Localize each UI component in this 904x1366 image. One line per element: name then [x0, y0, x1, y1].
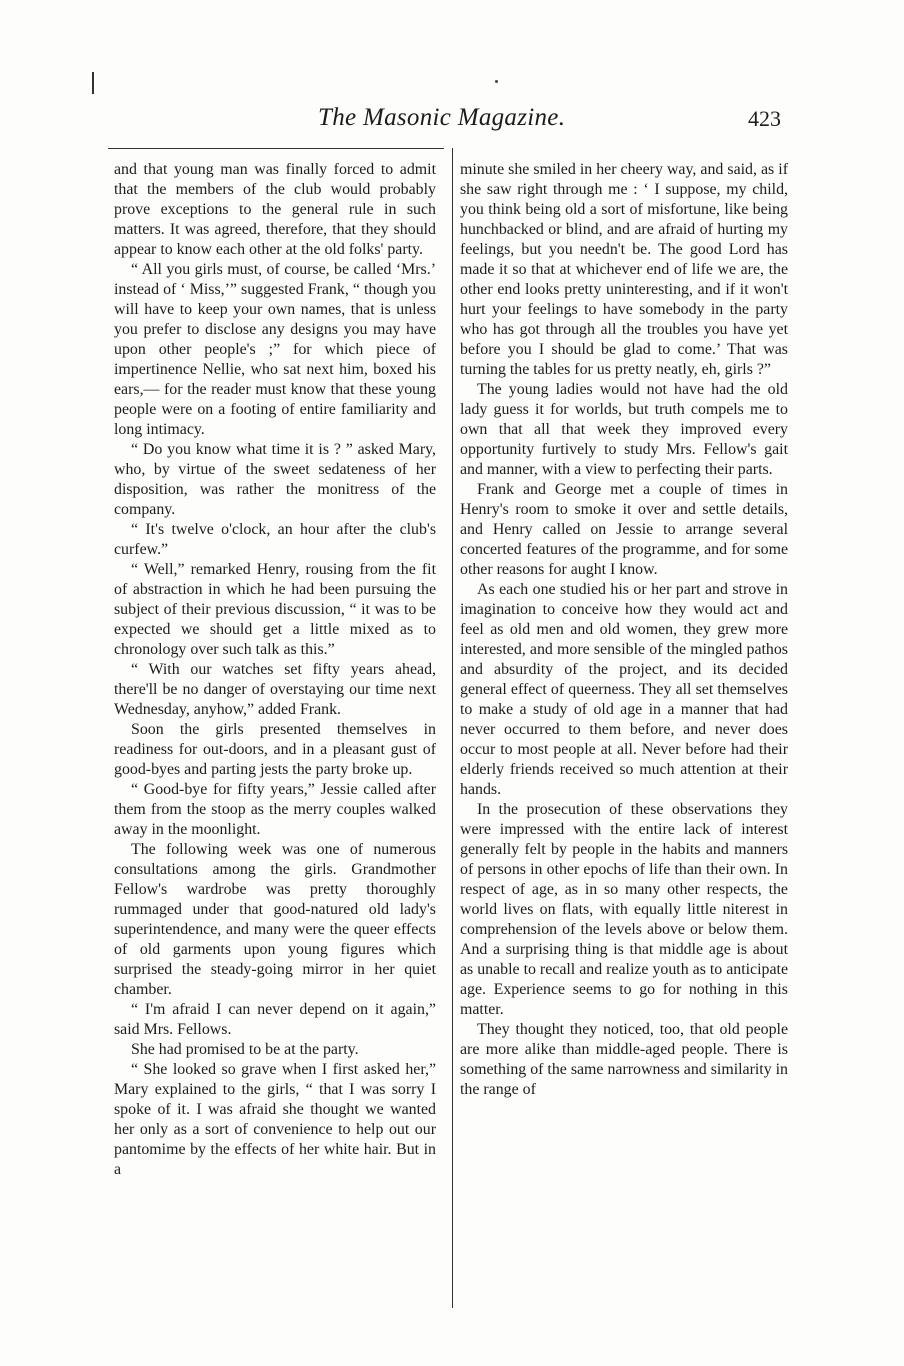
page-header [0, 100, 904, 140]
paragraph: “ Well,” remarked Henry, rousing from the fit of abstraction in which he had been pursuing the subject of their previous discussion, “ it was to be expected we should get a little mixed as to chronology over such talk as this.” [114, 561, 436, 658]
paragraph: “ With our watches set fifty years ahead, there'll be no danger of overstaying our time next Wednesday, anyhow,” added Frank. [114, 661, 436, 718]
page-number: 423 [748, 106, 781, 131]
paragraph: minute she smiled in her cheery way, and said, as if she saw right through me : ‘ I suppose, my child, you think being old a sort of misfortune, like being hunchbacked or blind, and are afraid of hurting my feelings, but you needn't be. The good Lord has made it so that at whichever end of life we are, the other end looks pretty uninteresting, and if it won't hurt your feelings to have somebody in the party who has got through all the troubles you have yet before you I should be glad to come.’ That was turning the tables for us pretty neatly, eh, girls ?” [460, 161, 788, 378]
paragraph: As each one studied his or her part and strove in imagination to conceive how they would act and feel as old men and old women, they grew more interested, and more sensible of the mingled pathos and absurdity of the project, and its decided general effect of queerness. They all set themselves to make a study of old age in a manner that had never occurred to them before, and never does occur to most people at all. Never before had their elderly friends received so much attention at their hands. [460, 581, 788, 798]
paragraph: “ It's twelve o'clock, an hour after the club's curfew.” [114, 521, 436, 558]
paragraph: In the prosecution of these observations they were impressed with the entire lack of interest generally felt by people in the habits and manners of persons in other epochs of life than their own. In respect of age, as in so many other respects, the world lives on flats, with equally little niterest in comprehension of the levels above or below them. And a surprising thing is that middle age is about as unable to recall and realize youth as to anticipate age. Experience seems to go for nothing in this matter. [460, 801, 788, 1018]
paragraph: The following week was one of numerous consultations among the girls. Grandmother Fellow's wardrobe was pretty thoroughly rummaged under that good-natured old lady's superintendence, and many were the queer effects of old garments upon young figures which surprised the steady-going mirror in her quiet chamber. [114, 841, 436, 998]
paragraph: The young ladies would not have had the old lady guess it for worlds, but truth compels me to own that all that week they improved every opportunity furtively to study Mrs. Fellow's gait and manner, with a view to perfecting their parts. [460, 381, 788, 478]
header-rule [108, 148, 444, 149]
column-divider [452, 148, 453, 1308]
paragraph: “ She looked so grave when I first asked her,” Mary explained to the girls, “ that I was sorry I spoke of it. I was afraid she thought we wanted her only as a sort of convenience to help out our pantomime by the effects of her white hair. But in a [114, 1061, 436, 1178]
paragraph: “ Do you know what time it is ? ” asked Mary, who, by virtue of the sweet sedateness of her disposition, was rather the monitress of the company. [114, 441, 436, 518]
paragraph: and that young man was finally forced to admit that the members of the club would probably prove exceptions to the general rule in such matters. It was agreed, therefore, that they should appear to know each other at the old folks' party. [114, 161, 436, 258]
paragraph: They thought they noticed, too, that old people are more alike than middle-aged people. There is something of the same narrowness and similarity in the range of [460, 1021, 788, 1098]
print-speck [495, 80, 498, 83]
paragraph: Soon the girls presented themselves in readiness for out-doors, and in a pleasant gust of good-byes and parting jests the party broke up. [114, 721, 436, 778]
left-column [114, 160, 436, 1180]
paragraph: She had promised to be at the party. [131, 1041, 359, 1058]
paragraph: “ Good-bye for fifty years,” Jessie called after them from the stoop as the merry couples walked away in the moonlight. [114, 781, 436, 838]
margin-mark [92, 72, 94, 94]
right-column [460, 160, 788, 1100]
paragraph: Frank and George met a couple of times in Henry's room to smoke it over and settle details, and Henry called on Jessie to arrange several concerted features of the programme, and for some other reasons for aught I know. [460, 481, 788, 578]
running-title: The Masonic Magazine. [318, 104, 566, 131]
paragraph: “ I'm afraid I can never depend on it again,” said Mrs. Fellows. [114, 1001, 436, 1038]
paragraph: “ All you girls must, of course, be called ‘Mrs.’ instead of ‘ Miss,’” suggested Frank, “ though you will have to keep your own names, that is unless you prefer to disclose any designs you may have upon other people's ;” for which piece of impertinence Nellie, who sat next him, boxed his ears,— for the reader must know that these young people were on a footing of entire familiarity and long intimacy. [114, 261, 436, 438]
